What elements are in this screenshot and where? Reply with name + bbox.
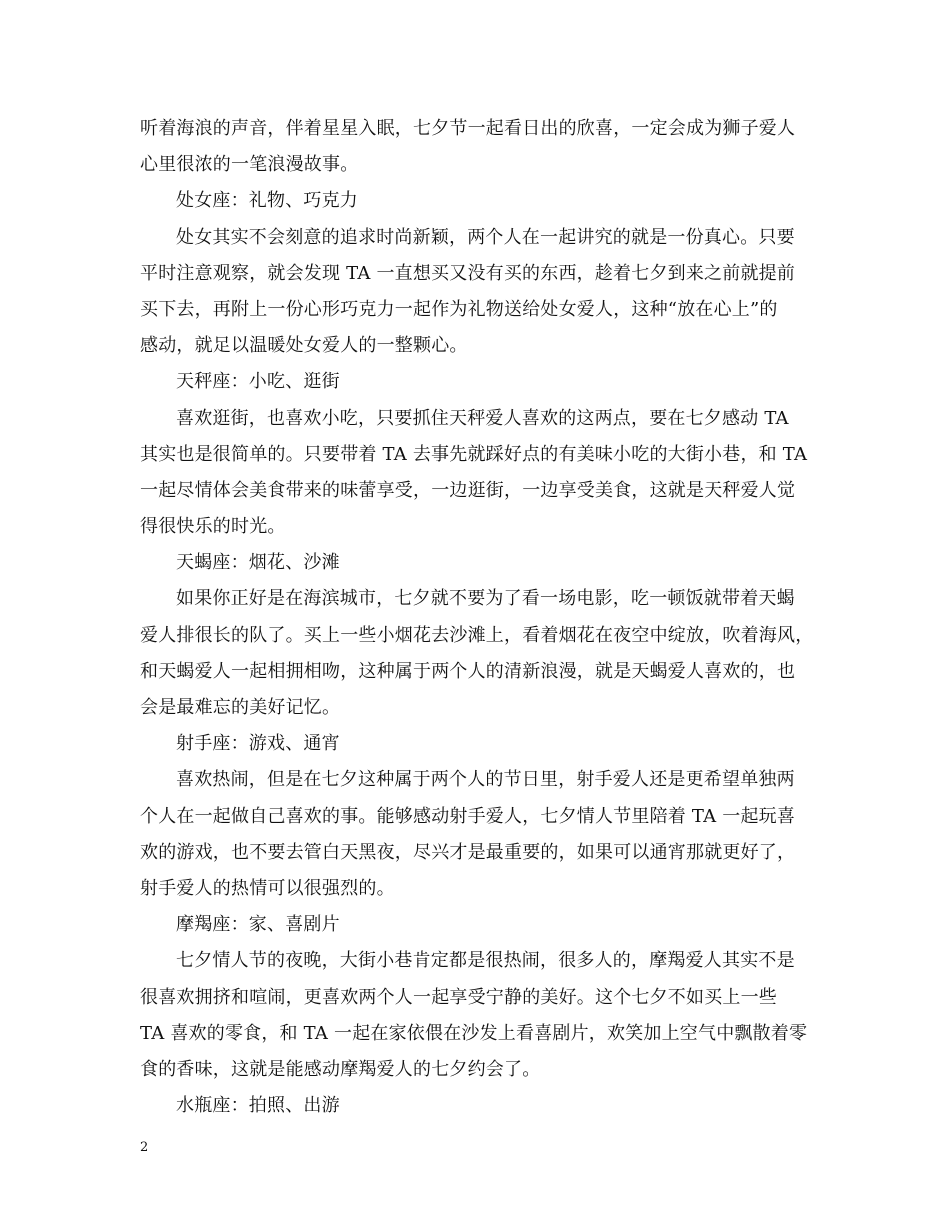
text-line: 很喜欢拥挤和喧闹，更喜欢两个人一起享受宁静的美好。这个七夕不如买上一些 xyxy=(140,986,777,1008)
text-line: 得很快乐的时光。 xyxy=(140,516,286,538)
text-line: 其实也是很简单的。只要带着 TA 去事先就踩好点的有美味小吃的大街小巷，和 TA xyxy=(140,443,808,465)
text-line: 会是最难忘的美好记忆。 xyxy=(140,697,341,718)
text-line: 一起尽情体会美食带来的味蕾享受，一边逛街，一边享受美食，这就是天秤爱人觉 xyxy=(140,479,796,501)
section-heading-aquarius: 水瓶座：拍照、出游 xyxy=(176,1095,340,1117)
text-line: 个人在一起做自己喜欢的事。能够感动射手爱人，七夕情人节里陪着 TA 一起玩喜 xyxy=(140,805,796,827)
text-line: 处女其实不会刻意的追求时尚新颖，两个人在一起讲究的就是一份真心。只要 xyxy=(176,226,795,248)
text-line: 如果你正好是在海滨城市，七夕就不要为了看一场电影，吃一顿饭就带着天蝎 xyxy=(176,588,795,610)
text-line: 食的香味，这就是能感动摩羯爱人的七夕约会了。 xyxy=(140,1058,541,1080)
text-line: 喜欢热闹，但是在七夕这种属于两个人的节日里，射手爱人还是更希望单独两 xyxy=(176,769,795,791)
text-line: 心里很浓的一笔浪漫故事。 xyxy=(140,154,359,176)
section-heading-libra: 天秤座：小吃、逛街 xyxy=(176,371,340,393)
text-line: 感动，就足以温暖处女爱人的一整颗心。 xyxy=(140,335,468,357)
section-heading-scorpio: 天蝎座：烟花、沙滩 xyxy=(176,552,340,574)
text-line: 七夕情人节的夜晚，大街小巷肯定都是很热闹，很多人的，摩羯爱人其实不是 xyxy=(176,950,795,972)
text-line: 射手爱人的热情可以很强烈的。 xyxy=(140,877,395,899)
text-line: 欢的游戏，也不要去管白天黑夜，尽兴才是最重要的，如果可以通宵那就更好了， xyxy=(140,841,796,863)
section-heading-virgo: 处女座：礼物、巧克力 xyxy=(176,190,358,212)
text-line: 听着海浪的声音，伴着星星入眠，七夕节一起看日出的欣喜，一定会成为狮子爱人 xyxy=(140,118,796,139)
page-number: 2 xyxy=(140,1140,149,1155)
document-body xyxy=(140,111,820,1124)
text-line: 爱人排很长的队了。买上一些小烟花去沙滩上，看着烟花在夜空中绽放，吹着海风， xyxy=(140,624,814,646)
section-heading-sagittarius: 射手座：游戏、通宵 xyxy=(176,733,340,755)
text-line: 平时注意观察，就会发现 TA 一直想买又没有买的东西，趁着七夕到来之前就提前 xyxy=(140,262,796,284)
text-line: TA 喜欢的零食，和 TA 一起在家依偎在沙发上看喜剧片，欢笑加上空气中飘散着零 xyxy=(140,1022,808,1044)
text-line: 买下去，再附上一份心形巧克力一起作为礼物送给处女爱人，这种“放在心上”的 xyxy=(140,298,778,320)
text-line: 喜欢逛街，也喜欢小吃，只要抓住天秤爱人喜欢的这两点，要在七夕感动 TA xyxy=(176,407,789,429)
section-heading-capricorn: 摩羯座：家、喜剧片 xyxy=(176,914,340,936)
text-line: 和天蝎爱人一起相拥相吻，这种属于两个人的清新浪漫，就是天蝎爱人喜欢的，也 xyxy=(140,660,796,682)
